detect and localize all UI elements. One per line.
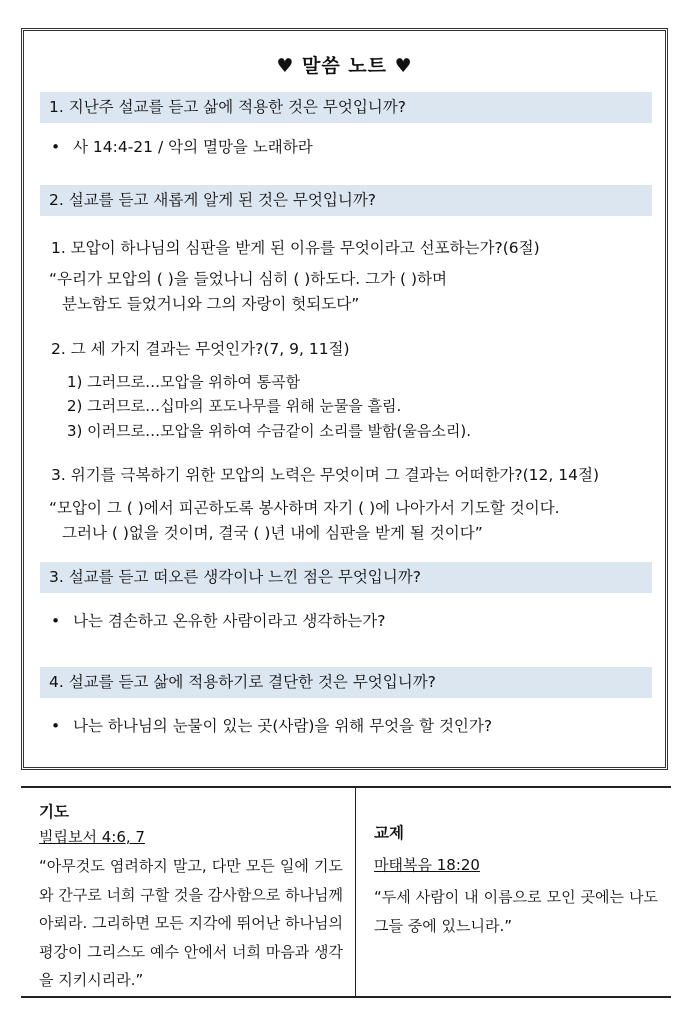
sub-question-2: 2. 그 세 가지 결과는 무엇인가?(7, 9, 11절) xyxy=(51,340,350,358)
prayer-reference: 빌립보서 4:6, 7 xyxy=(39,828,145,846)
sub-question-3-quote-line-2: 그러나 ( )없을 것이며, 결국 ( )년 내에 심판을 받게 될 것이다” xyxy=(62,524,483,542)
prayer-heading: 기도 xyxy=(39,803,69,821)
bullet-icon: • xyxy=(51,612,61,630)
question-3-bar: 3. 설교를 듣고 떠오른 생각이나 느낀 점은 무엇입니까? xyxy=(40,562,652,593)
answer-4 xyxy=(51,714,492,736)
sub-question-3-quote-line-1: “모압이 그 ( )에서 피곤하도록 봉사하며 자기 ( )에 나아가서 기도할 것이다. xyxy=(49,499,560,517)
sub-question-3: 3. 위기를 극복하기 위한 모압의 노력은 무엇이며 그 결과는 어떠한가?(12, 14절) xyxy=(51,466,599,484)
fellowship-verse-text: “두세 사람이 내 이름으로 모인 곳에는 나도 그들 중에 있느니라.” xyxy=(374,888,658,935)
answer-3 xyxy=(51,609,385,631)
fellowship-heading: 교제 xyxy=(374,824,404,842)
answer-1 xyxy=(51,135,313,157)
list-item: 2) 그러므로…십마의 포도나무를 위해 눈물을 흘림. xyxy=(67,397,402,415)
question-1-bar: 1. 지난주 설교를 듣고 삶에 적용한 것은 무엇입니까? xyxy=(40,92,652,123)
bullet-icon: • xyxy=(51,138,61,156)
question-2-bar: 2. 설교를 듣고 새롭게 알게 된 것은 무엇입니까? xyxy=(40,185,652,216)
sub-question-1: 1. 모압이 하나님의 심판을 받게 된 이유를 무엇이라고 선포하는가?(6절) xyxy=(51,239,540,257)
fellowship-reference: 마태복음 18:20 xyxy=(374,856,480,874)
list-item: 1) 그러므로…모압을 위하여 통곡함 xyxy=(67,373,301,391)
answer-1-text: 사 14:4-21 / 악의 멸망을 노래하라 xyxy=(73,138,313,156)
question-4-bar: 4. 설교를 듣고 삶에 적용하기로 결단한 것은 무엇입니까? xyxy=(40,667,652,698)
sub-question-1-quote-line-1: “우리가 모압의 ( )을 들었나니 심히 ( )하도다. 그가 ( )하며 xyxy=(49,270,447,288)
prayer-fellowship-section xyxy=(21,786,671,998)
answer-4-text: 나는 하나님의 눈물이 있는 곳(사람)을 위해 무엇을 할 것인가? xyxy=(73,717,493,735)
answer-3-text: 나는 겸손하고 온유한 사람이라고 생각하는가? xyxy=(73,612,386,630)
bullet-icon: • xyxy=(51,717,61,735)
list-item: 3) 이러므로…모압을 위하여 수금같이 소리를 발함(울음소리). xyxy=(67,422,471,440)
sub-question-1-quote-line-2: 분노함도 들었거니와 그의 자랑이 헛되도다” xyxy=(62,295,360,313)
sermon-note-box xyxy=(21,28,668,770)
page-title: ♥ 말씀 노트 ♥ xyxy=(276,55,413,77)
column-divider xyxy=(355,788,356,996)
prayer-verse-text: “아무것도 염려하지 말고, 다만 모든 일에 기도와 간구로 너희 구할 것을 감사함으로 하나님께 아뢰라. 그리하면 모든 지각에 뛰어난 하나님의 평강이 그리스도 예수 안에서 너희 마음과 생각을 지키시리라.” xyxy=(39,857,343,989)
